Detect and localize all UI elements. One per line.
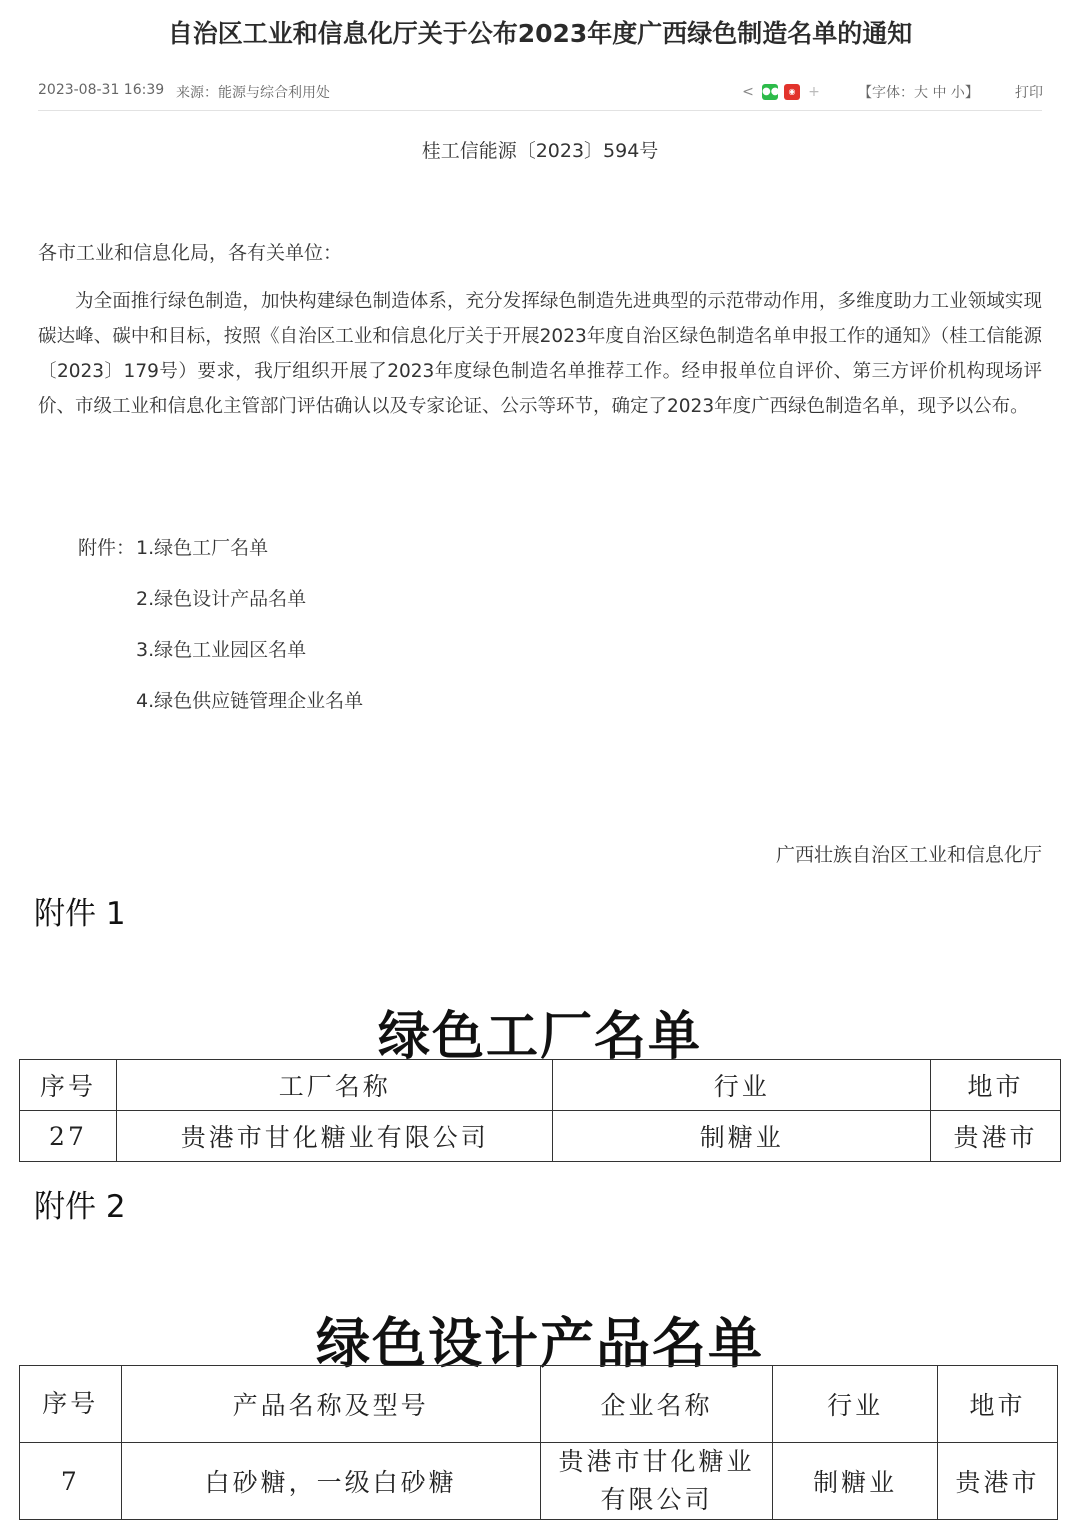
weibo-icon[interactable]: ◉ <box>784 84 800 100</box>
print-link[interactable]: 打印 <box>1015 85 1043 101</box>
attachments-label: 附件： <box>78 537 136 559</box>
table-cell: 白砂糖，一级白砂糖 <box>121 1443 540 1520</box>
font-size-control[interactable]: 【字体：大 中 小】 <box>858 85 979 101</box>
product-table <box>19 1365 1058 1520</box>
doc-number: 桂工信能源〔2023〕594号 <box>421 140 659 162</box>
header-cell: 序号 <box>20 1366 122 1443</box>
article-title: 自治区工业和信息化厅关于公布2023年度广西绿色制造名单的通知 <box>167 19 913 48</box>
table-cell: 贵港市 <box>937 1443 1057 1520</box>
table-cell: 贵港市甘化糖业有限公司 <box>540 1443 773 1520</box>
header-cell: 行业 <box>773 1366 938 1443</box>
attachment-link-2[interactable]: 2.绿色设计产品名单 <box>136 588 307 610</box>
header-cell: 行业 <box>553 1060 931 1111</box>
table-cell: 贵港市 <box>931 1111 1061 1162</box>
header-cell: 地市 <box>931 1060 1061 1111</box>
factory-list-title: 绿色工厂名单 <box>377 1006 702 1067</box>
share-bar <box>740 82 822 102</box>
table-row <box>20 1443 1058 1520</box>
table-row <box>20 1111 1061 1162</box>
header-cell: 工厂名称 <box>116 1060 553 1111</box>
header-cell: 产品名称及型号 <box>121 1366 540 1443</box>
plus-icon[interactable]: + <box>808 84 820 100</box>
attachment-link-3[interactable]: 3.绿色工业园区名单 <box>136 639 307 661</box>
signature: 广西壮族自治区工业和信息化厅 <box>775 844 1042 866</box>
table-cell: 贵港市甘化糖业有限公司 <box>116 1111 553 1162</box>
table-cell: 27 <box>20 1111 117 1162</box>
attachment-link-1[interactable]: 1.绿色工厂名单 <box>136 537 269 559</box>
header-cell: 序号 <box>20 1060 117 1111</box>
annex2-label: 附件 2 <box>34 1189 126 1225</box>
table-header-row <box>20 1366 1058 1443</box>
attachment-link-4[interactable]: 4.绿色供应链管理企业名单 <box>136 690 364 712</box>
annex1-label: 附件 1 <box>34 896 126 932</box>
wechat-icon[interactable]: ●● <box>762 84 778 100</box>
publish-date: 2023-08-31 16:39 <box>38 82 165 98</box>
salutation: 各市工业和信息化局，各有关单位： <box>38 242 343 264</box>
body-paragraph: 为全面推行绿色制造，加快构建绿色制造体系，充分发挥绿色制造先进典型的示范带动作用，多维度助力工业领域实现碳达峰、碳中和目标，按照《自治区工业和信息化厅关于开展2023年度自治区绿色制造名单申报工作的通知》（桂工信能源〔2023〕179号）要求，我厅组织开展了2023年度绿色制造名单推荐工作。经申报单位自评价、第三方评价机构现场评价、市级工业和信息化主管部门评估确认以及专家论证、公示等环节，确定了2023年度广西绿色制造名单，现予以公布。 <box>38 291 1042 417</box>
table-header-row <box>20 1060 1061 1111</box>
share-icon[interactable]: < <box>742 84 754 100</box>
factory-table <box>19 1059 1061 1162</box>
header-cell: 企业名称 <box>540 1366 773 1443</box>
header-cell: 地市 <box>937 1366 1057 1443</box>
table-cell: 制糖业 <box>773 1443 938 1520</box>
article-source: 来源：能源与综合利用处 <box>176 85 330 101</box>
product-list-title: 绿色设计产品名单 <box>316 1311 764 1375</box>
table-cell: 7 <box>20 1443 122 1520</box>
meta-divider <box>38 110 1042 111</box>
table-cell: 制糖业 <box>553 1111 931 1162</box>
